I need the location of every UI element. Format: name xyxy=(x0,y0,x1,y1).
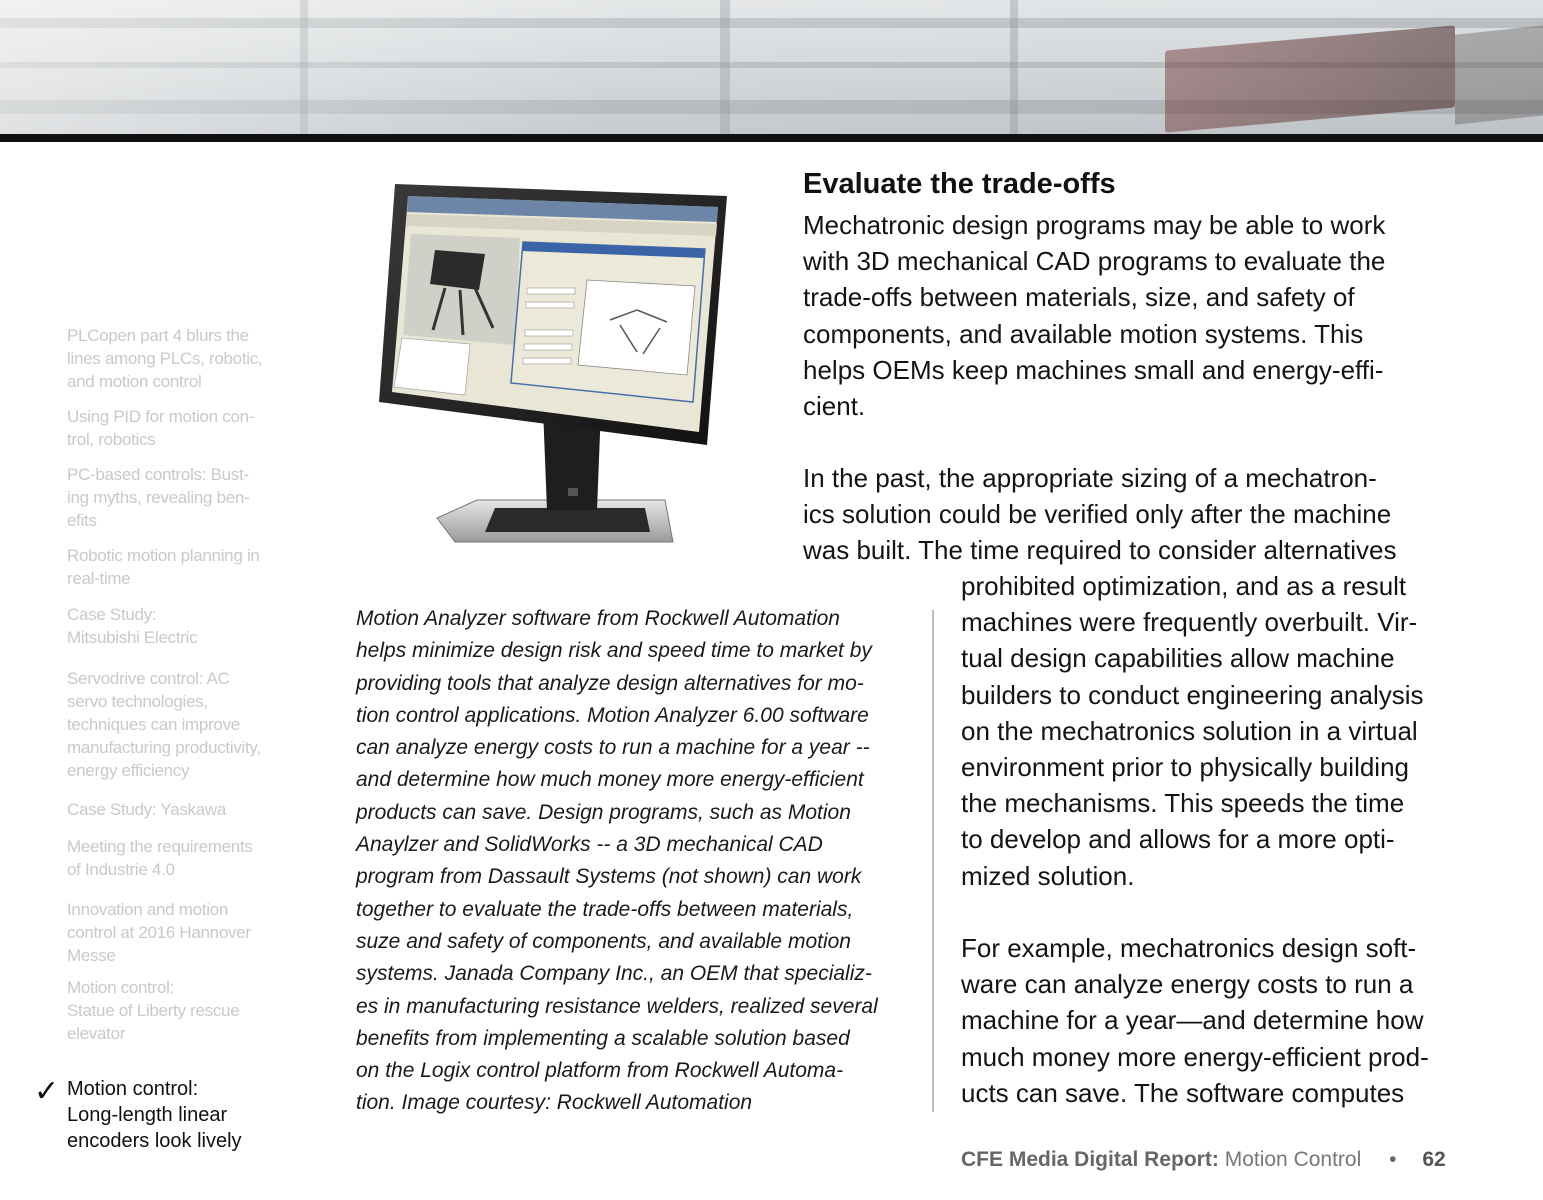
sidebar-item-active[interactable] xyxy=(34,1075,282,1154)
article-paragraph: For example, mechatronics design soft- ware can analyze energy costs to run a machine for a year—and determine how much money more energy-efficient prod- ucts can save. The software computes xyxy=(961,933,1429,1108)
header-banner-image xyxy=(0,0,1543,134)
footer-publication: CFE Media Digital Report: xyxy=(961,1148,1219,1171)
sidebar-item[interactable]: Innovation and motion control at 2016 Hannover Messe xyxy=(67,900,251,965)
section-heading: Evaluate the trade-offs xyxy=(803,168,1116,200)
sidebar-item[interactable]: PC-based controls: Bust- ing myths, revealing ben- efits xyxy=(67,465,250,530)
checkmark-icon: ✓ xyxy=(34,1075,60,1108)
header-divider xyxy=(0,134,1543,142)
article-paragraph: In the past, the appropriate sizing of a mechatron- ics solution could be verified only after the machine was built. The time required to consider alternatives xyxy=(803,463,1397,566)
sidebar-item[interactable]: Using PID for motion con- trol, robotics xyxy=(67,407,255,449)
sidebar-item-label: Motion control: Long-length linear encoders look lively xyxy=(67,1078,242,1152)
image-caption: Motion Analyzer software from Rockwell Automation helps minimize design risk and speed time to market by providing tools that analyze design alternatives for mo- tion control applications. Motion Analyzer 6.00 software can analyze energy costs to run a machine for a year -- and determine how much money more energy-efficient products can save. Design programs, such as Motion Anaylzer and SolidWorks -- a 3D mechanical CAD program from Dassault Systems (not shown) can work together to evaluate the trade-offs between materials, suze and safety of components, and available motion systems. Janada Company Inc., an OEM that specializ- es in manufacturing resistance welders, realized several benefits from implementing a scalable solution based on the Logix control platform from Rockwell Automa- tion. Image courtesy: Rockwell Automation xyxy=(356,607,878,1115)
article-paragraph: Mechatronic design programs may be able to work with 3D mechanical CAD programs to evaluate the trade-offs between materials, size, and safety of components, and available motion systems. This helps OEMs keep machines small and energy-effi- cient. xyxy=(803,210,1386,422)
page-number: 62 xyxy=(1422,1148,1446,1171)
page-footer xyxy=(961,1148,1446,1172)
monitor-software-screenshot-icon xyxy=(375,170,770,555)
sidebar-item[interactable]: PLCopen part 4 blurs the lines among PLCs, robotic, and motion control xyxy=(67,326,263,391)
footer-section: Motion Control xyxy=(1224,1148,1362,1171)
sidebar-item[interactable]: Robotic motion planning in real-time xyxy=(67,546,260,588)
footer-separator: • xyxy=(1389,1148,1397,1171)
sidebar-item[interactable]: Case Study: Mitsubishi Electric xyxy=(67,605,198,647)
sidebar-item[interactable]: Servodrive control: AC servo technologies, techniques can improve manufacturing productivity, energy efficiency xyxy=(67,669,261,780)
sidebar-item[interactable]: Meeting the requirements of Industrie 4.0 xyxy=(67,837,253,879)
article-paragraph: prohibited optimization, and as a result machines were frequently overbuilt. Vir- tual design capabilities allow machine builders to conduct engineering analysis on the mechatronics solution in a virtual environment prior to physically building the mechanisms. This speeds the time to develop and allows for a more opti- mized solution. xyxy=(961,571,1424,891)
sidebar-item[interactable]: Case Study: Yaskawa xyxy=(67,800,227,819)
column-divider xyxy=(932,610,934,1112)
sidebar-item[interactable]: Motion control: Statue of Liberty rescue elevator xyxy=(67,978,240,1043)
sidebar-nav xyxy=(34,324,282,1154)
